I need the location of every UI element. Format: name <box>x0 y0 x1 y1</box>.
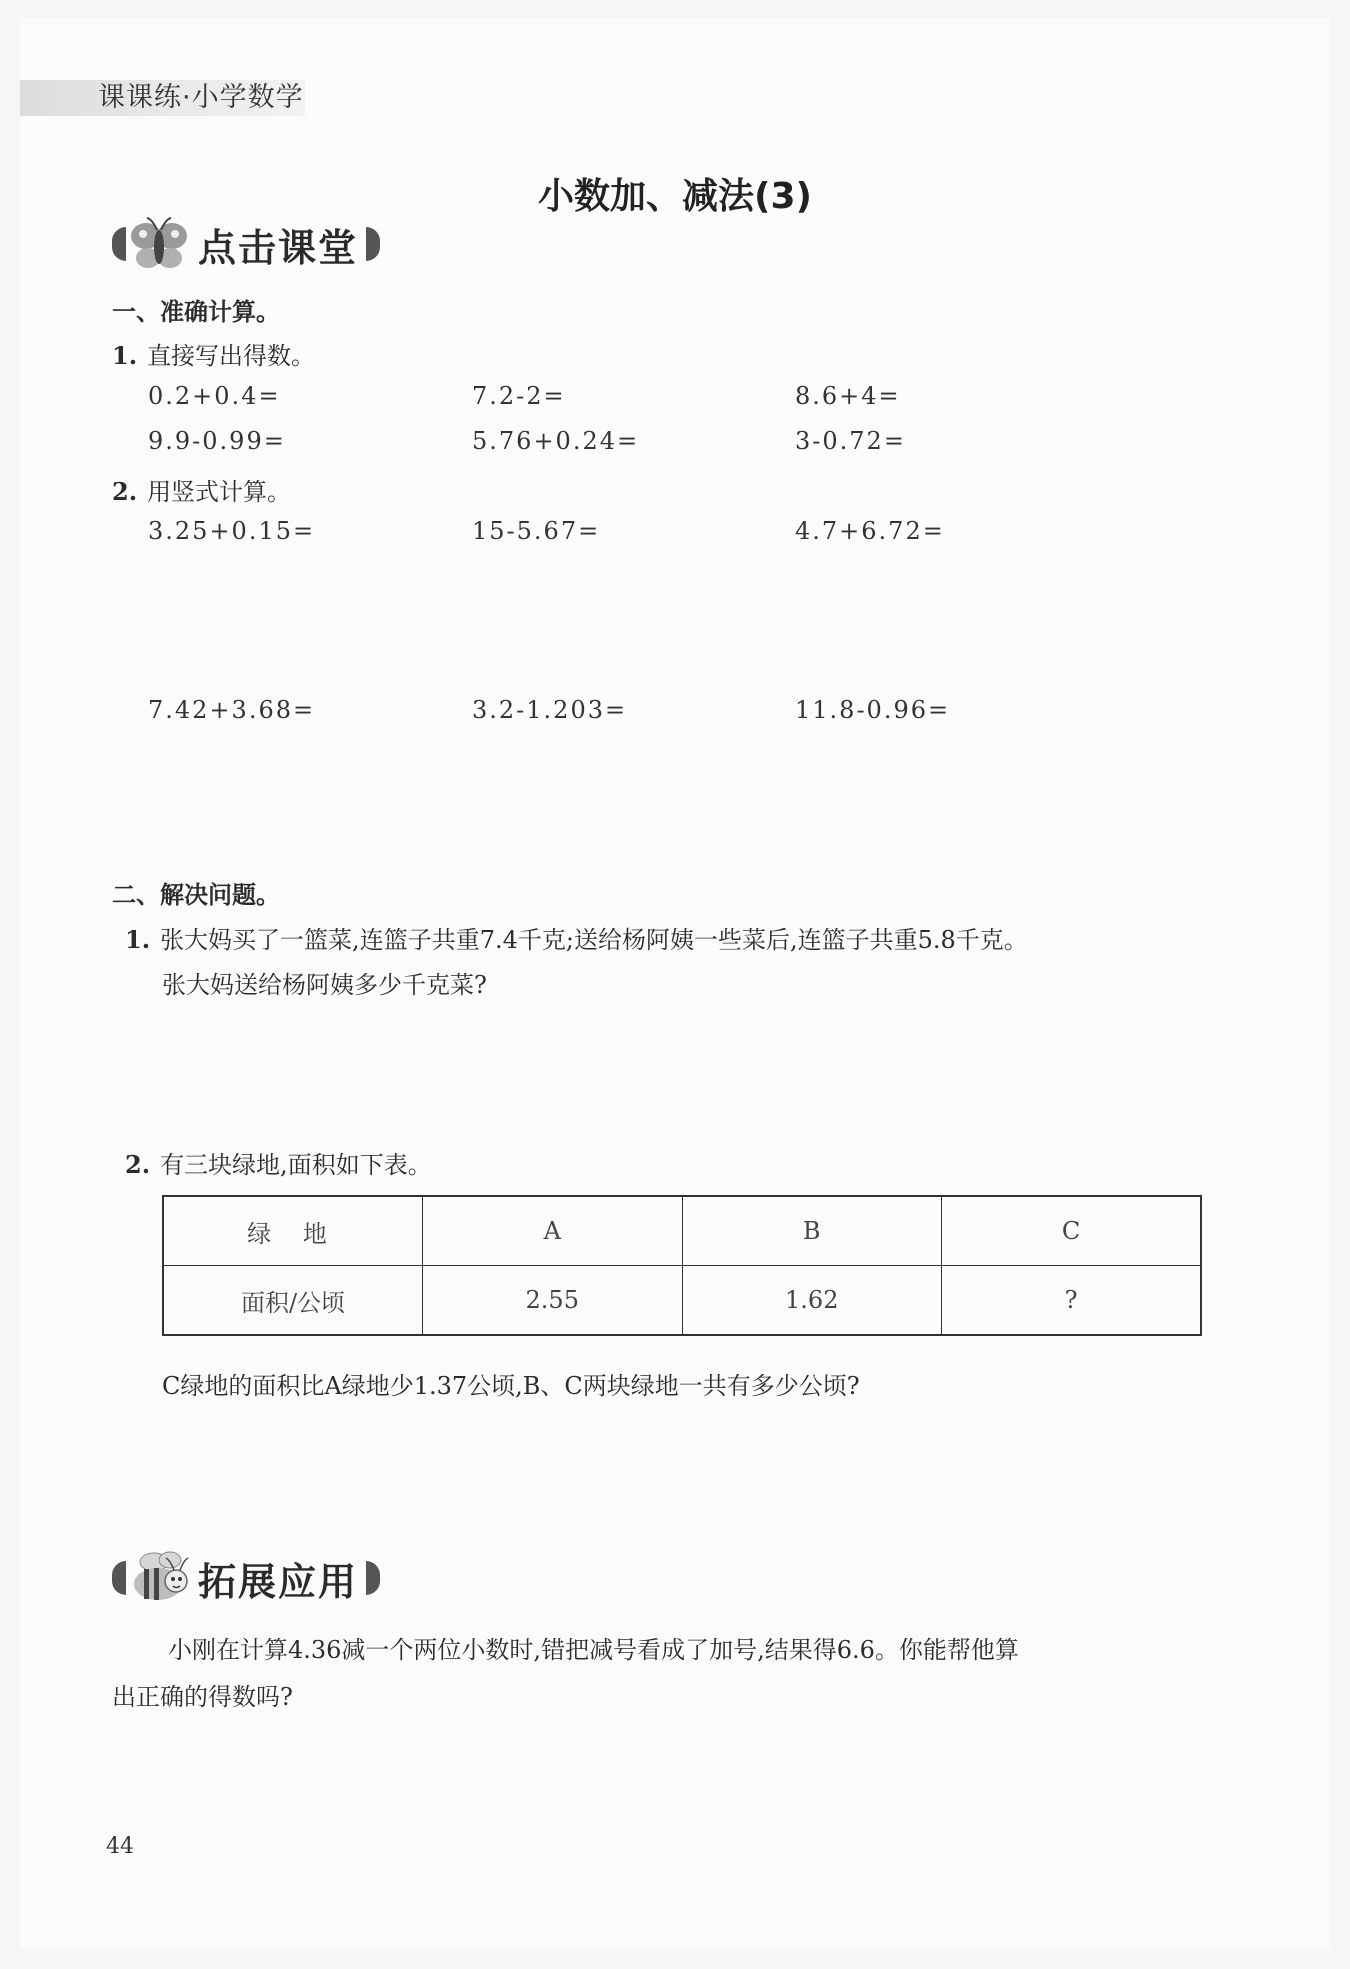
q1-1-number: 1. <box>112 341 138 370</box>
banner-right-cap <box>366 227 380 261</box>
q1-2-prompt: 用竖式计算。 <box>147 478 292 506</box>
extension-line1: 小刚在计算4.36减一个两位小数时,错把减号看成了加号,结果得6.6。你能帮他算 <box>168 1636 1019 1664</box>
bee-icon <box>126 1548 192 1608</box>
banner-classroom-label: 点击课堂 <box>198 225 359 270</box>
banner-left-cap <box>112 227 126 261</box>
page-number: 44 <box>106 1834 134 1859</box>
expr-1: 0.2+0.4= <box>148 382 281 410</box>
book-title: 课课练·小学数学 <box>98 82 304 113</box>
banner-left-cap <box>112 1561 126 1595</box>
q2-2-number: 2. <box>125 1150 151 1179</box>
table-cell: 绿 地 <box>163 1196 423 1266</box>
lesson-title: 小数加、减法(3) <box>538 176 812 217</box>
butterfly-icon <box>126 214 192 274</box>
extension-line2: 出正确的得数吗? <box>112 1683 293 1711</box>
q1-1-prompt: 直接写出得数。 <box>147 342 316 370</box>
table-cell: 1.62 <box>682 1266 942 1336</box>
table-cell: A <box>423 1196 683 1266</box>
table-cell: ? <box>942 1266 1202 1336</box>
expr-6: 3-0.72= <box>795 427 906 455</box>
banner-classroom <box>112 220 380 268</box>
vertical-expr-5: 3.2-1.203= <box>472 696 628 724</box>
expr-4: 9.9-0.99= <box>148 427 286 455</box>
vertical-expr-4: 7.42+3.68= <box>148 696 316 724</box>
q1-2-number: 2. <box>112 477 138 506</box>
table-cell: 2.55 <box>423 1266 683 1336</box>
q2-1-text2: 张大妈送给杨阿姨多少千克菜? <box>162 971 487 999</box>
expr-2: 7.2-2= <box>472 382 566 410</box>
vertical-expr-1: 3.25+0.15= <box>148 517 316 545</box>
q1-1-line <box>112 336 315 371</box>
q1-2-line <box>112 472 291 507</box>
q2-2-line <box>125 1145 432 1180</box>
banner-right-cap <box>366 1561 380 1595</box>
table-cell: C <box>942 1196 1202 1266</box>
q2-1-text1: 张大妈买了一篮菜,连篮子共重7.4千克;送给杨阿姨一些菜后,连篮子共重5.8千克。 <box>160 926 1028 954</box>
expr-5: 5.76+0.24= <box>472 427 640 455</box>
table-cell: B <box>682 1196 942 1266</box>
table-cell: 面积/公顷 <box>163 1266 423 1336</box>
vertical-expr-3: 4.7+6.72= <box>795 517 945 545</box>
vertical-expr-6: 11.8-0.96= <box>795 696 951 724</box>
section2-heading: 二、解决问题。 <box>112 881 280 909</box>
table-header-row <box>163 1196 1201 1266</box>
q2-1-number: 1. <box>125 925 151 954</box>
q2-1-line1 <box>125 920 1028 955</box>
table-row <box>163 1266 1201 1336</box>
green-area-table <box>162 1195 1202 1336</box>
banner-extension-label: 拓展应用 <box>198 1559 359 1604</box>
q2-2-prompt: 有三块绿地,面积如下表。 <box>160 1151 432 1179</box>
q2-2-question: C绿地的面积比A绿地少1.37公顷,B、C两块绿地一共有多少公顷? <box>162 1372 860 1400</box>
banner-extension <box>112 1554 380 1602</box>
section1-heading: 一、准确计算。 <box>112 298 280 326</box>
expr-3: 8.6+4= <box>795 382 901 410</box>
vertical-expr-2: 15-5.67= <box>472 517 601 545</box>
